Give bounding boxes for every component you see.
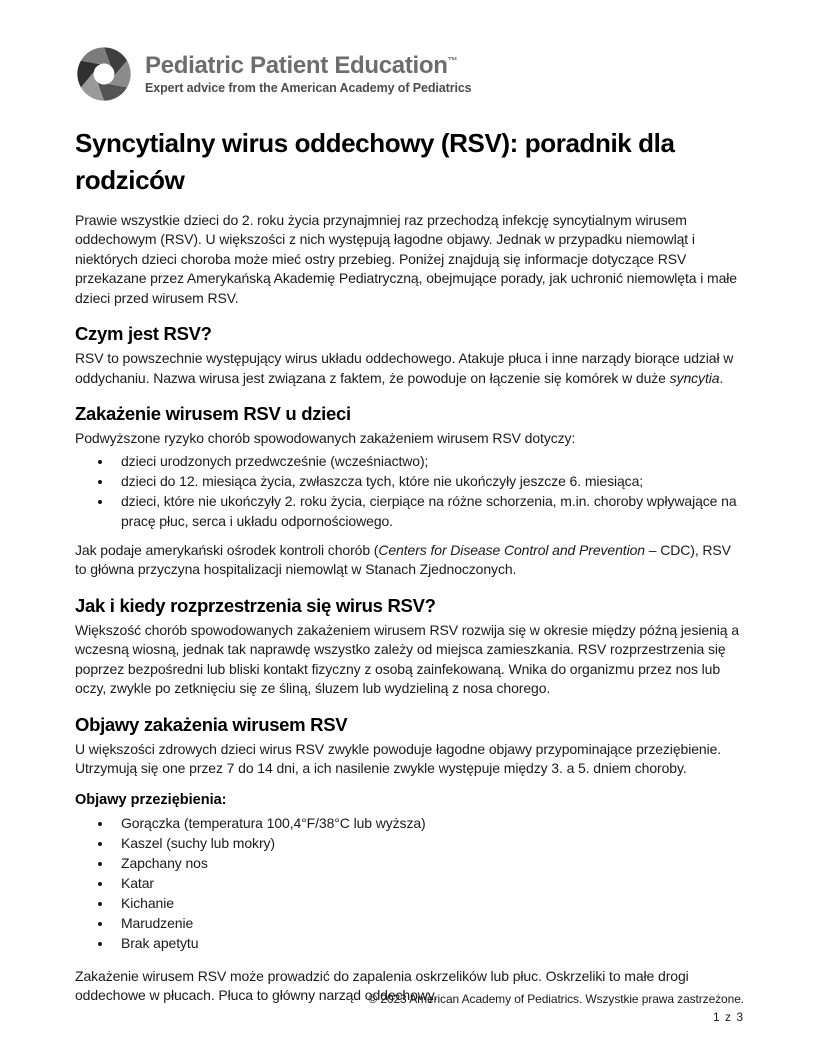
section-heading-infection-in-children: Zakażenie wirusem RSV u dzieci [75,403,351,425]
list-item: • dzieci, które nie ukończyły 2. roku życia, cierpiące na różne schorzenia, m.in. choroby wpływające na pracę płuc, serca i układu odpornościowego. [113,491,744,531]
list-item: • Kichanie [113,893,744,913]
risk-group-list [75,451,744,531]
list-item: • dzieci do 12. miesiąca życia, zwłaszcza tych, które nie ukończyły jeszcze 6. miesiąca; [113,471,744,491]
what-is-text: RSV to powszechnie występujący wirus układu oddechowego. Atakuje płuca i inne narządy biorące udział w oddychaniu. Nazwa wirusa jest związana z faktem, że powoduje on łączenie się komórek w duże [75,350,734,386]
logo-title-text: Pediatric Patient Education [145,51,448,79]
intro-paragraph: Prawie wszystkie dzieci do 2. roku życia przynajmniej raz przechodzą infekcję syncytialnym wirusem oddechowym (RSV). U większości z nich występują łagodne objawy. Jednak w przypadku niemowląt i niektórych dzieci choroba może mieć ostry przebieg. Poniżej znajdują się informacje dotyczące RSV przekazane przez Amerykańską Akademię Pediatryczną, obejmujące porady, jak uchronić niemowlęta i małe dzieci przed wirusem RSV. [75,211,737,306]
infection-lead-paragraph: Podwyższone ryzyko chorób spowodowanych zakażeniem wirusem RSV dotyczy: [75,430,576,447]
cdc-text-end: – CDC), RSV to główna przyczyna hospitalizacji niemowląt w Stanach Zjednoczonych. [75,541,731,578]
logo-texts [145,53,472,95]
spread-paragraph: Większość chorób spowodowanych zakażeniem wirusem RSV rozwija się w okresie między późną jesienią a wczesną wiosną, jednak tak naprawdę wszystko zależy od miejsca zamieszkania. RSV rozprzestrzenia się poprzez bezpośredni lub bliski kontakt fizyczny z osobą zainfekowaną. Wnika do organizmu przez nos lub oczy, zwykle po zetknięciu się ze śliną, śluzem lub wydzieliną z nosa chorego. [75,621,739,697]
list-item: • Katar [113,873,744,893]
list-item: • dzieci urodzonych przedwcześnie (wcześniactwo); [113,451,744,471]
cdc-italic-name: Centers for Disease Control and Prevention [378,541,645,558]
section-heading-how-rsv-spreads: Jak i kiedy rozprzestrzenia się wirus RSV? [75,594,436,616]
symptoms-paragraph: U większości zdrowych dzieci wirus RSV zwykle powoduje łagodne objawy przypominające przeziębienie. Utrzymują się one przez 7 do 14 dni, a ich nasilenie zwykle występuje między 3. a 5. dniem choroby. [75,740,722,777]
syncytia-italic-term: syncytia [669,369,720,386]
logo-wordmark [145,53,472,79]
cold-symptoms-list [75,813,744,953]
cdc-text: Jak podaje amerykański ośrodek kontroli chorób ( [75,541,379,558]
cdc-paragraph [75,541,744,580]
trademark-symbol: ™ [447,55,458,67]
what-is-rsv-paragraph [75,349,744,388]
list-item: • Gorączka (temperatura 100,4°F/38°C lub wyższa) [113,813,744,833]
cold-symptoms-subheading: Objawy przeziębienia: [75,791,227,808]
section-heading-what-is-rsv: Czym jest RSV? [75,323,212,345]
page-number: 1 z 3 [712,1010,744,1024]
list-item: • Kaszel (suchy lub mokry) [113,833,744,853]
list-item: • Zapchany nos [113,853,744,873]
document-title: Syncytialny wirus oddechowy (RSV): poradnik dla rodziców [75,128,675,195]
aap-swirl-logo-icon [75,45,133,103]
copyright-notice: © 2023 American Academy of Pediatrics. Wszystkie prawa zastrzeżone. [368,992,744,1006]
section-heading-symptoms: Objawy zakażenia wirusem RSV [75,713,348,735]
logo-tagline: Expert advice from the American Academy of Pediatrics [145,81,472,96]
logo-header [75,45,744,103]
list-item: • Marudzenie [113,913,744,933]
what-is-text-end: . [719,369,724,386]
closing-paragraph: Zakażenie wirusem RSV może prowadzić do zapalenia oskrzelików lub płuc. Oskrzeliki to małe drogi oddechowe w płucach. Płuca to główny narząd oddechowy. [75,967,689,1004]
page-footer [368,992,744,1024]
list-item: • Brak apetytu [113,933,744,953]
